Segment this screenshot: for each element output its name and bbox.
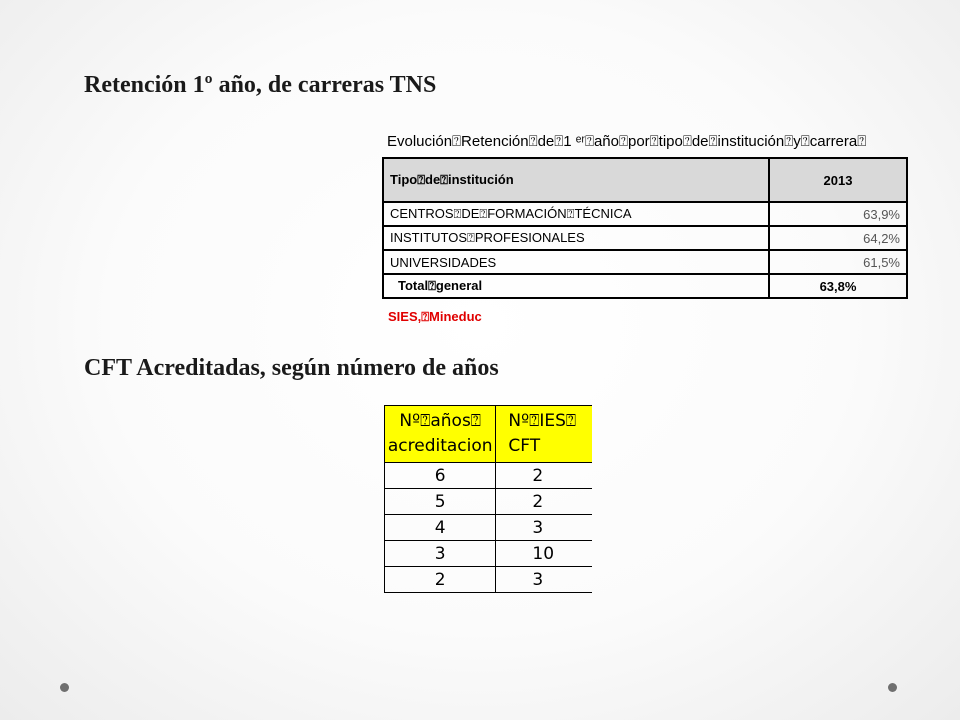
table-row	[383, 226, 907, 250]
count-cell: 2	[496, 463, 592, 489]
row-label: UNIVERSIDADES	[383, 250, 769, 274]
table-row	[385, 463, 593, 489]
years-cell: 3	[385, 541, 496, 567]
header-year: 2013	[769, 158, 907, 202]
retention-table	[382, 157, 908, 299]
years-cell: 5	[385, 489, 496, 515]
row-value: 64,2%	[769, 226, 907, 250]
total-label: Total⍰general	[383, 274, 769, 298]
slide-corner-dot-left	[60, 683, 69, 692]
retention-table-title: Evolución⍰Retención⍰de⍰1 ᵉʳ⍰año⍰por⍰tipo⍰de⍰institución⍰y⍰carrera⍰	[387, 133, 867, 150]
header-ies-line1: Nº⍰IES⍰	[508, 411, 577, 431]
slide-corner-dot-right	[888, 683, 897, 692]
header-years-accredited	[385, 406, 496, 463]
table-row	[383, 202, 907, 226]
count-cell: 3	[496, 567, 592, 593]
count-cell: 2	[496, 489, 592, 515]
header-institution-type: Tipo⍰de⍰institución	[383, 158, 769, 202]
row-label: INSTITUTOS⍰PROFESIONALES	[383, 226, 769, 250]
total-value: 63,8%	[769, 274, 907, 298]
table-row	[385, 541, 593, 567]
table-row	[385, 489, 593, 515]
table-header-row	[383, 158, 907, 202]
row-label: CENTROS⍰DE⍰FORMACIÓN⍰TÉCNICA	[383, 202, 769, 226]
years-cell: 2	[385, 567, 496, 593]
cft-table	[384, 405, 592, 593]
count-cell: 3	[496, 515, 592, 541]
retention-heading: Retención 1º año, de carreras TNS	[84, 72, 437, 98]
table-row	[383, 250, 907, 274]
table-row	[385, 515, 593, 541]
table-header-row	[385, 406, 593, 463]
table-total-row	[383, 274, 907, 298]
years-cell: 6	[385, 463, 496, 489]
years-cell: 4	[385, 515, 496, 541]
cft-heading: CFT Acreditadas, según número de años	[84, 355, 499, 381]
count-cell: 10	[496, 541, 592, 567]
table-row	[385, 567, 593, 593]
header-years-line1: Nº⍰años⍰	[399, 411, 481, 431]
header-years-line2: acreditacion	[387, 436, 493, 456]
row-value: 61,5%	[769, 250, 907, 274]
source-note: SIES,⍰Mineduc	[388, 309, 482, 324]
row-value: 63,9%	[769, 202, 907, 226]
header-ies-count	[496, 406, 592, 463]
header-ies-line2: CFT	[508, 436, 541, 456]
